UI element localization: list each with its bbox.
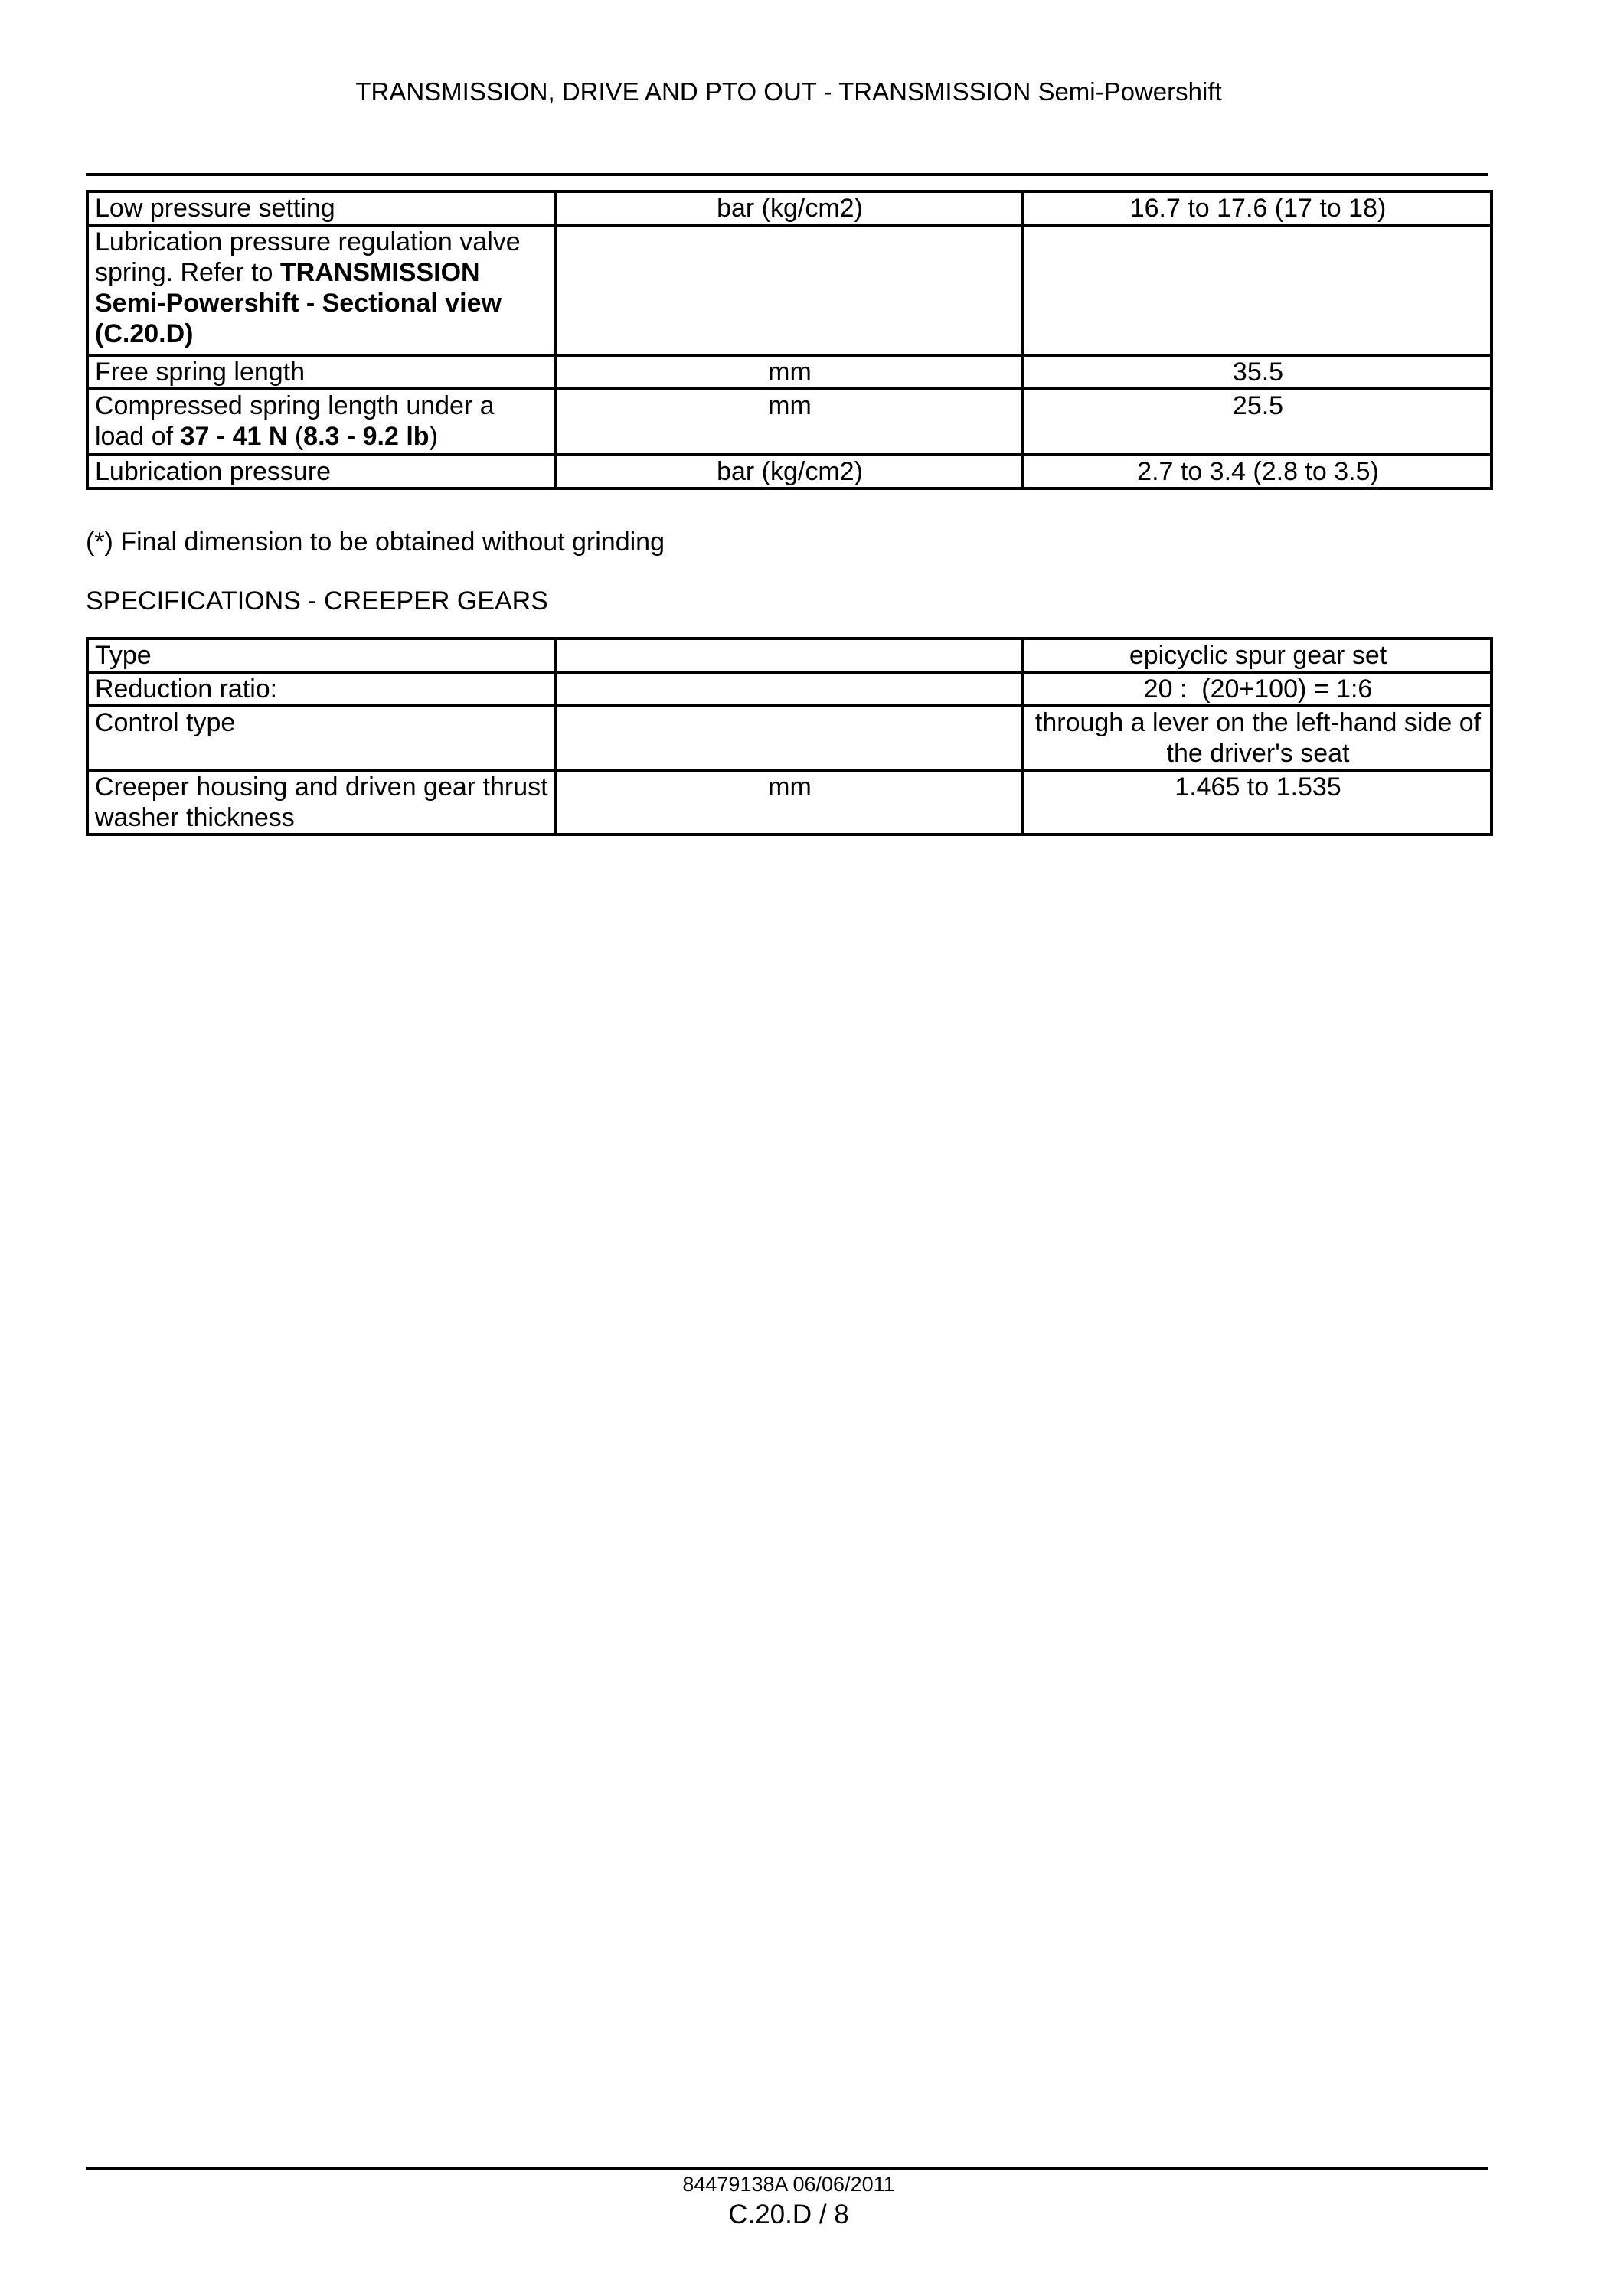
row-value <box>1023 225 1492 355</box>
load-value-pound: 8.3 - 9.2 lb <box>303 422 430 451</box>
row-label-text: ( <box>287 422 304 451</box>
table-row <box>87 355 1492 389</box>
row-label <box>87 389 555 455</box>
row-unit <box>555 672 1023 706</box>
row-value: 35.5 <box>1023 355 1492 389</box>
row-value: 16.7 to 17.6 (17 to 18) <box>1023 191 1492 225</box>
row-label: Creeper housing and driven gear thrust washer thickness <box>87 770 555 834</box>
table-row <box>87 639 1492 672</box>
header-divider <box>86 173 1488 176</box>
row-value: 2.7 to 3.4 (2.8 to 3.5) <box>1023 455 1492 488</box>
row-value: 20 : (20+100) = 1:6 <box>1023 672 1492 706</box>
row-label: Free spring length <box>87 355 555 389</box>
row-value: 1.465 to 1.535 <box>1023 770 1492 834</box>
cross-reference-link: TRANSMISSION Semi-Powershift - Sectional view (C.20.D) <box>95 258 502 348</box>
row-unit: mm <box>555 770 1023 834</box>
row-unit: bar (kg/cm2) <box>555 455 1023 488</box>
row-value: through a lever on the left-hand side of the driver's seat <box>1023 706 1492 770</box>
row-unit: bar (kg/cm2) <box>555 191 1023 225</box>
row-label: Lubrication pressure <box>87 455 555 488</box>
table-row <box>87 191 1492 225</box>
table-row <box>87 672 1492 706</box>
row-unit: mm <box>555 355 1023 389</box>
table-row <box>87 225 1492 355</box>
row-unit <box>555 639 1023 672</box>
row-unit: mm <box>555 389 1023 455</box>
row-label: Control type <box>87 706 555 770</box>
table-row <box>87 455 1492 488</box>
row-label: Low pressure setting <box>87 191 555 225</box>
table-row <box>87 706 1492 770</box>
page-header-title: TRANSMISSION, DRIVE AND PTO OUT - TRANSMISSION Semi-Powershift <box>355 77 1222 106</box>
row-unit <box>555 706 1023 770</box>
row-value: 25.5 <box>1023 389 1492 455</box>
footnote: (*) Final dimension to be obtained without grinding <box>86 527 665 557</box>
row-label-text: Compressed spring length under a load of <box>95 391 495 451</box>
section-heading: SPECIFICATIONS - CREEPER GEARS <box>86 586 548 616</box>
row-label: Reduction ratio: <box>87 672 555 706</box>
load-value-newton: 37 - 41 N <box>180 422 288 451</box>
row-label-text: Lubrication pressure regulation valve spring. Refer to <box>95 227 521 287</box>
row-label <box>87 225 555 355</box>
page-number: C.20.D / 8 <box>728 2200 849 2229</box>
row-value: epicyclic spur gear set <box>1023 639 1492 672</box>
table-row <box>87 770 1492 834</box>
footer-divider <box>86 2167 1488 2170</box>
row-label-text: ) <box>429 422 438 451</box>
spec-table-creeper-gears <box>86 637 1493 836</box>
spec-table-lubrication <box>86 190 1493 490</box>
table-row <box>87 389 1492 455</box>
row-label: Type <box>87 639 555 672</box>
document-id: 84479138A 06/06/2011 <box>682 2173 895 2196</box>
row-unit <box>555 225 1023 355</box>
